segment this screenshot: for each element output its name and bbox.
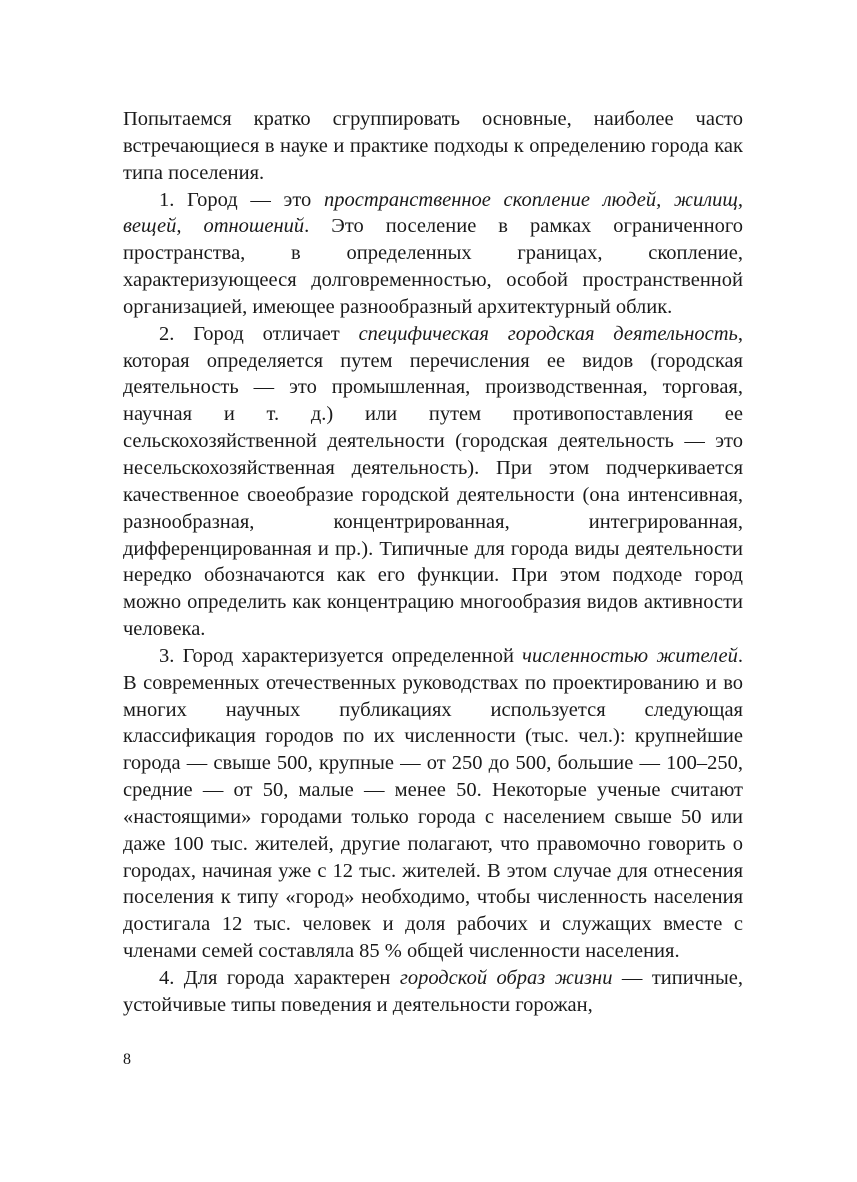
paragraph-text: , которая определяется путем перечисления ее видов (городская деятельность — это промышленная, производственная, торговая, научная и т. д.) или путем противопоставления ее сельскохозяйственной деятельности (городская деятельность — это несельскохозяйственная деятельность). При этом подчеркивается качественное своеобразие городской деятельности (она интенсивная, разнообразная, концентрированная, интегрированная, дифференцированная и пр.). Типичные для города виды деятельности нередко обозначаются как его функции. При этом подходе город можно определить как концентрацию многообразия видов активности человека. xyxy=(123,322,743,641)
paragraph-text: 4. Для города характерен xyxy=(159,967,400,989)
italic-term: численностью жителей xyxy=(522,644,738,667)
italic-term: пространственное скопление людей, жилищ, вещей, отношений xyxy=(123,188,743,238)
paragraph-item-3 xyxy=(123,643,743,965)
page-number: 8 xyxy=(123,1051,131,1068)
paragraph-text: 3. Город характеризуется определенной xyxy=(159,644,523,667)
paragraph-text: . В современных отечественных руководствах по проектированию и во многих научных публикациях используется следующая классификация городов по их численности (тыс. чел.): крупнейшие города — свыше 500, крупные — от 250 до 500, большие — 100–250, средние — от 50, малые — менее 50. Некоторые ученые считают «настоящими» городами только города с населением свыше 50 или даже 100 тыс. жителей, другие полагают, что правомочно говорить о городах, начиная уже с 12 тыс. жителей. В этом случае для отнесения поселения к типу «город» необходимо, чтобы численность населения достигала 12 тыс. человек и доля рабочих и служащих вместе с членами семей составляла 85 % общей численности населения. xyxy=(123,644,743,963)
paragraph-item-2 xyxy=(123,321,743,643)
paragraph-item-1 xyxy=(123,187,743,321)
page-body xyxy=(123,106,743,1019)
paragraph-text: — типичные, устойчивые типы поведения и деятельности горожан, xyxy=(123,967,743,1016)
italic-term: специфическая городская деятельность xyxy=(358,322,738,345)
paragraph-text: Попытаемся кратко сгруппировать основные, наиболее часто встречающиеся в науке и практике подходы к определению города как типа поселения. xyxy=(123,108,743,184)
italic-term: городской образ жизни xyxy=(399,967,613,989)
paragraph-text: . Это поселение в рамках ограниченного пространства, в определенных границах, скопление, характеризующееся долговременностью, особой пространственной организацией, имеющее разнообразный архитектурный облик. xyxy=(123,215,743,318)
paragraph-item-4 xyxy=(123,965,743,1019)
paragraph-text: 2. Город отличает xyxy=(159,322,359,345)
paragraph-text: 1. Город — это xyxy=(159,188,324,211)
paragraph-intro xyxy=(123,106,743,187)
